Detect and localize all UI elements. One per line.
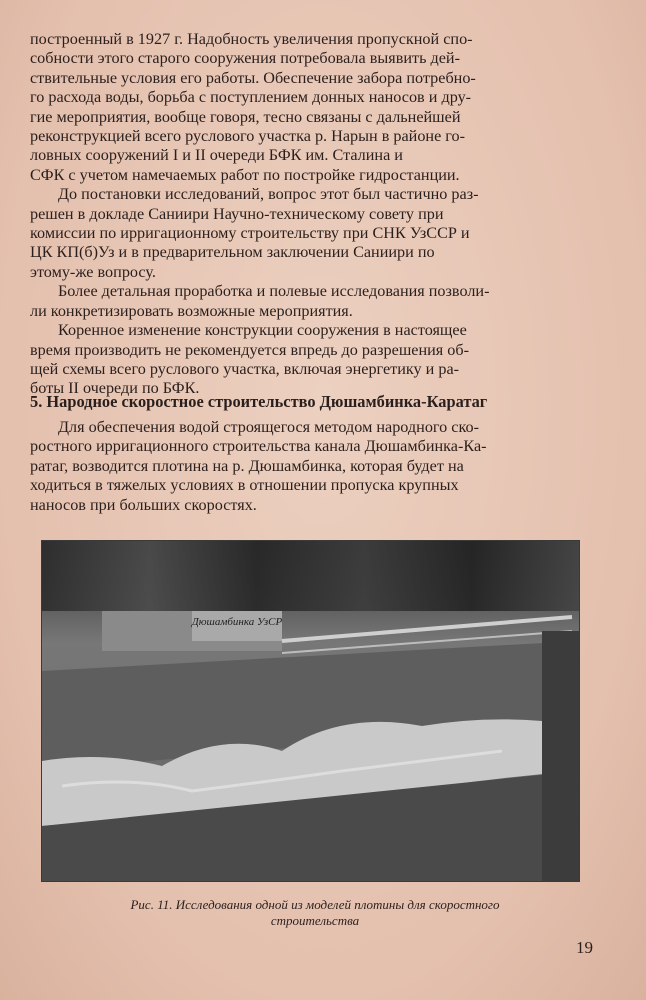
text-line: собности этого старого сооружения потребовала выявить дей- [30, 49, 460, 68]
caption-line: строительства [270, 913, 360, 928]
page-number: 19 [576, 938, 593, 957]
text-line: ли конкретизировать возможные мероприятия. [30, 301, 353, 320]
text-line: СФК с учетом намечаемых работ по постройке гидростанции. [30, 165, 460, 184]
side-wall [542, 631, 579, 881]
text-line: Более детальная проработка и полевые исследования позволи- [58, 282, 490, 301]
figure-photo [42, 541, 579, 881]
text-line: реконструкцией всего руслового участка р. Нарын в районе го- [30, 127, 466, 146]
sign-text: Дюшамбинка УзСР [191, 616, 283, 628]
dam-model-illustration [42, 611, 579, 881]
text-line: гие мероприятия, вообще говоря, тесно связаны с дальнейшей [30, 107, 461, 126]
figure-caption [60, 897, 570, 929]
text-line: ратаг, возводится плотина на р. Дюшамбинка, которая будет на [30, 456, 464, 475]
text-line: Для обеспечения водой строящегося методом народного ско- [58, 418, 480, 436]
photo-trees [42, 541, 579, 611]
text-line: этому-же вопросу. [30, 262, 156, 281]
section-paragraph [30, 418, 600, 515]
text-line: ростного ирригационного строительства канала Дюшамбинка-Ка- [30, 437, 487, 456]
text-line: щей схемы всего руслового участка, включая энергетику и ра- [30, 359, 460, 378]
text-line: ствительные условия его работы. Обеспечение забора потребно- [30, 68, 476, 87]
text-line: время производить не рекомендуется впредь до разрешения об- [30, 340, 470, 359]
body-text [30, 30, 600, 399]
text-line: го расхода воды, борьба с поступлением донных наносов и дру- [30, 88, 472, 107]
caption-line: Рис. 11. Исследования одной из моделей плотины для скоростного [130, 897, 500, 912]
railing [282, 617, 572, 641]
paragraph-4 [30, 321, 600, 399]
text-line: До постановки исследований, вопрос этот был частично раз- [58, 185, 479, 204]
text-line: ходиться в тяжелых условиях в отношении пропуска крупных [30, 476, 459, 495]
paragraph-3 [30, 282, 600, 321]
text-line: построенный в 1927 г. Надобность увеличения пропускной спо- [30, 30, 473, 48]
text-line: Коренное изменение конструкции сооружения в настоящее [58, 321, 467, 340]
text-line: ловных сооружений I и II очереди БФК им. Сталина и [30, 146, 403, 165]
paragraph-1 [30, 30, 600, 185]
text-line: боты II очереди по БФК. [30, 379, 200, 398]
text-line: комиссии по ирригационному строительству при СНК УзССР и [30, 224, 470, 243]
section-heading: 5. Народное скоростное строительство Дюшамбинка-Каратаг [30, 392, 488, 411]
text-line: наносов при больших скоростях. [30, 495, 257, 514]
text-line: ЦК КП(б)Уз и в предварительном заключении Саниири по [30, 243, 435, 262]
paragraph-2 [30, 185, 600, 282]
text-line: решен в докладе Саниири Научно-техническому совету при [30, 204, 444, 223]
